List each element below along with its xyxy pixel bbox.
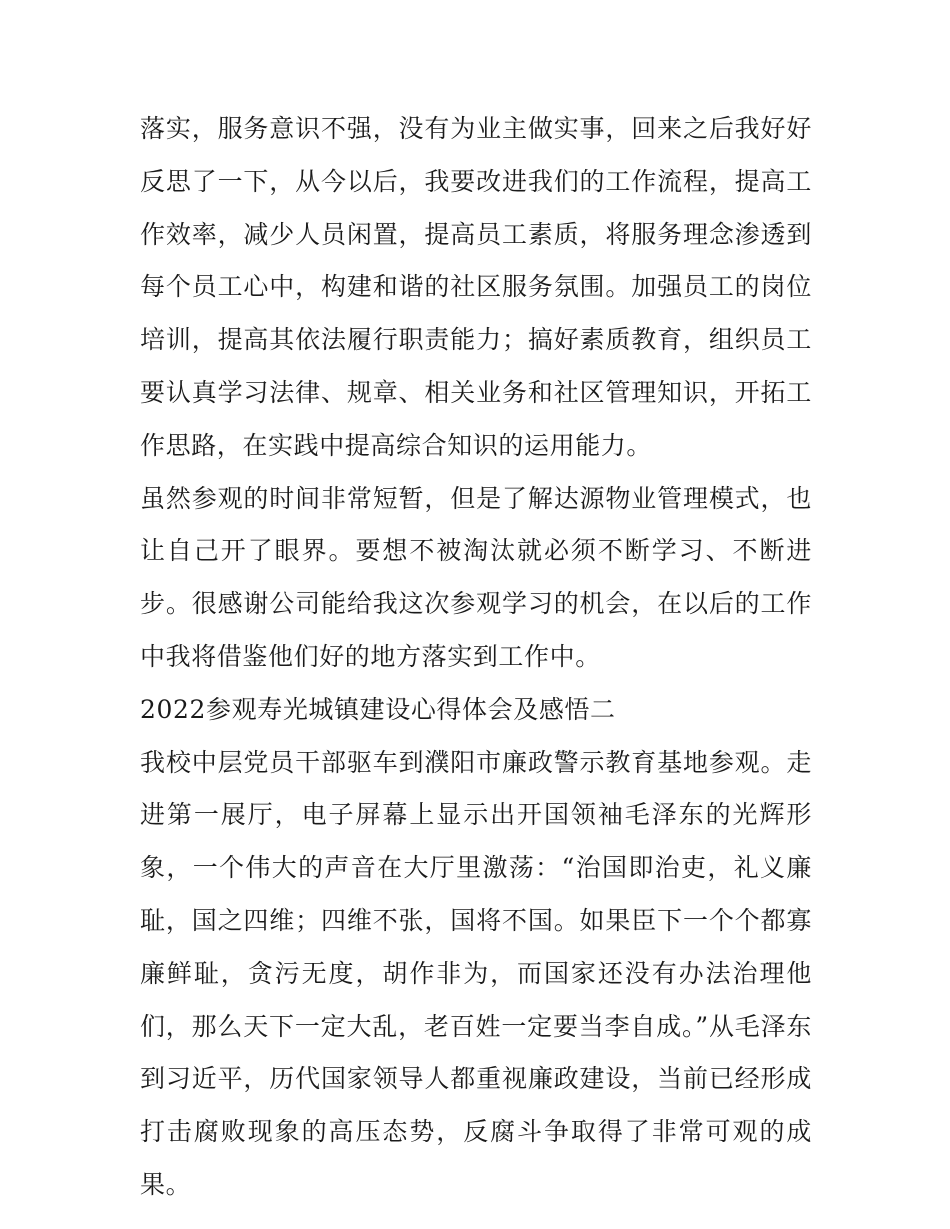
section-heading: 2022参观寿光城镇建设心得体会及感悟二 (140, 694, 616, 724)
body-paragraph-3: 我校中层党员干部驱车到濮阳市廉政警示教育基地参观。走进第一展厅，电子屏幕上显示出开国领袖毛泽东的光辉形象，一个伟大的声音在大厅里激荡：“治国即治吏，礼义廉耻，国之四维；四维不张，国将不国。如果臣下一个个都寡廉鲜耻，贪污无度，胡作非为，而国家还没有办法治理他们，那么天下一定大乱，老百姓一定要当李自成。”从毛泽东到习近平，历代国家领导人都重视廉政建设，当前已经形成打击腐败现象的高压态势，反腐斗争取得了非常可观的成果。 (140, 747, 812, 1199)
body-paragraph-2: 虽然参观的时间非常短暂，但是了解达源物业管理模式，也让自己开了眼界。要想不被淘汰就必须不断学习、不断进步。很感谢公司能给我这次参观学习的机会，在以后的工作中我将借鉴他们好的地方落实到工作中。 (140, 483, 812, 671)
body-paragraph-1: 落实，服务意识不强，没有为业主做实事，回来之后我好好反思了一下，从今以后，我要改进我们的工作流程，提高工作效率，减少人员闲置，提高员工素质，将服务理念渗透到每个员工心中，构建和谐的社区服务氛围。加强员工的岗位培训，提高其依法履行职责能力；搞好素质教育，组织员工要认真学习法律、规章、相关业务和社区管理知识，开拓工作思路，在实践中提高综合知识的运用能力。 (140, 114, 812, 460)
document-body (140, 103, 812, 1212)
